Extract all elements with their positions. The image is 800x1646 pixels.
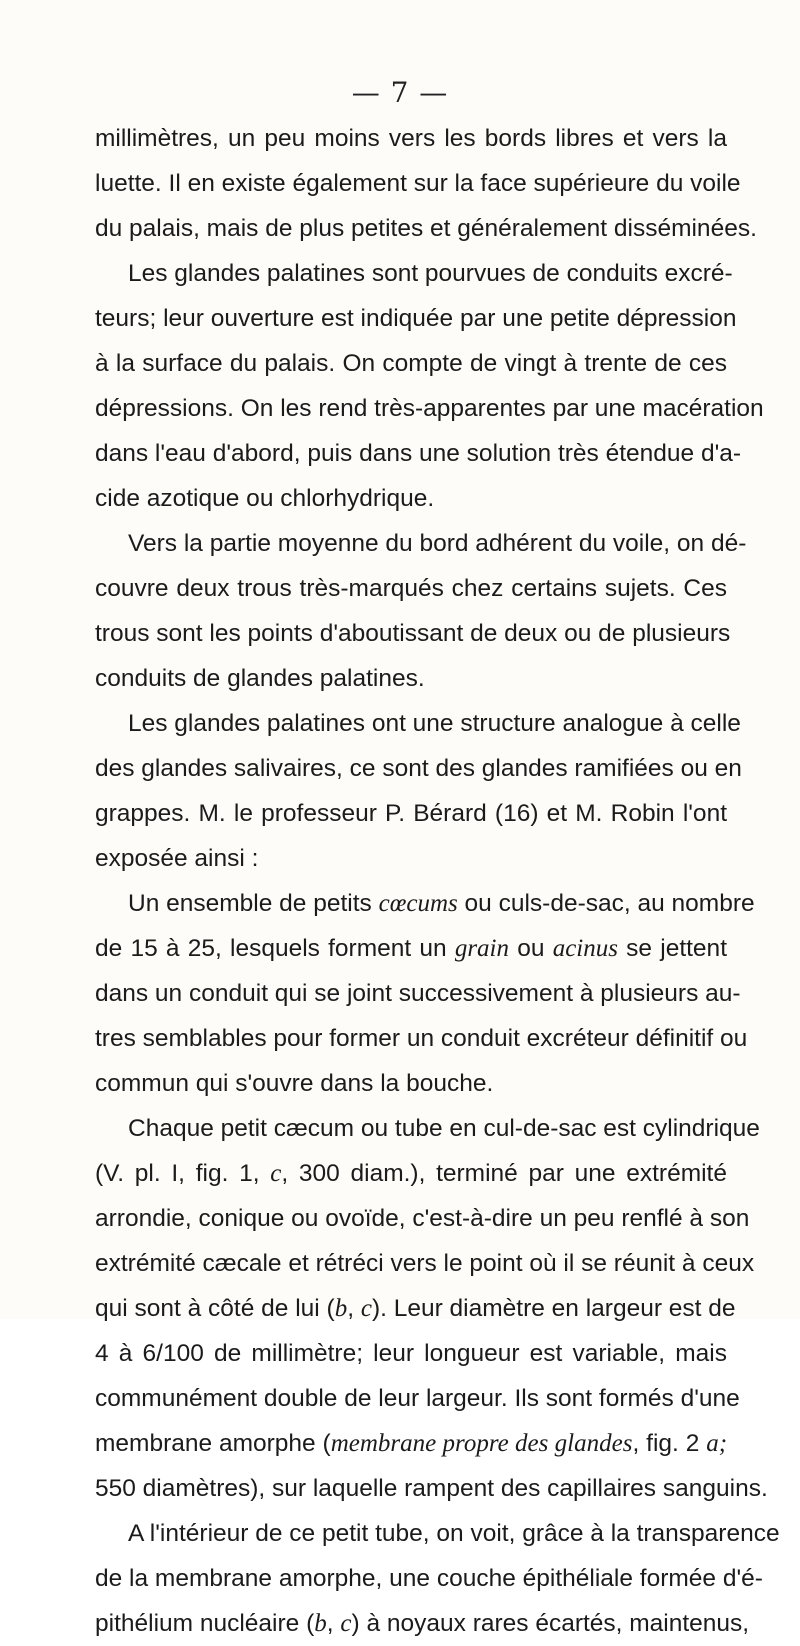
italic-term: b — [334, 1295, 348, 1322]
text-line: couvre deux trous très-marqués chez certains sujets. Ces — [95, 575, 727, 602]
italic-term: c — [360, 1295, 372, 1322]
text-line: extrémité cæcale et rétréci vers le point où il se réunit à ceux — [95, 1250, 755, 1277]
text-line: cide azotique ou chlorhydrique. — [95, 485, 435, 512]
text-run: qui sont à côté de lui ( — [95, 1295, 335, 1322]
text-line: grappes. M. le professeur P. Bérard (16) et M. Robin l'ont — [95, 800, 727, 827]
text-run: (V. pl. I, fig. 1, — [95, 1160, 271, 1187]
text-run: de 15 à 25, lesquels forment un — [95, 935, 455, 962]
text-line: Les glandes palatines sont pourvues de conduits excré- — [128, 260, 733, 287]
text-line: communément double de leur largeur. Ils sont formés d'une — [95, 1385, 740, 1412]
text-line: dans un conduit qui se joint successivement à plusieurs au- — [95, 980, 741, 1007]
text-run: ou — [509, 935, 553, 962]
italic-term: a; — [706, 1430, 728, 1457]
text-line: Chaque petit cæcum ou tube en cul-de-sac est cylindrique — [128, 1115, 760, 1142]
text-run: Un ensemble de petits — [128, 890, 379, 917]
italic-term: acinus — [552, 935, 618, 962]
italic-term: b — [314, 1610, 327, 1637]
body-text — [95, 116, 780, 1646]
text-line: exposée ainsi : — [95, 845, 259, 872]
text-line: A l'intérieur de ce petit tube, on voit, grâce à la transparence — [128, 1520, 780, 1547]
italic-term: cœcums — [378, 890, 458, 917]
page-number: — 7 — — [351, 76, 449, 109]
text-line — [95, 1601, 750, 1646]
text-line: Vers la partie moyenne du bord adhérent du voile, on dé- — [128, 530, 747, 557]
text-line: conduits de glandes palatines. — [95, 665, 425, 692]
text-line: de la membrane amorphe, une couche épithéliale formée d'é- — [95, 1565, 763, 1592]
text-run: se jettent — [617, 935, 727, 962]
text-line — [95, 1151, 727, 1196]
text-line — [95, 881, 755, 926]
text-line: à la surface du palais. On compte de vingt à trente de ces — [95, 350, 727, 377]
text-run: ou culs-de-sac, au nombre — [457, 890, 755, 917]
text-run: pithélium nucléaire ( — [95, 1610, 315, 1637]
text-line: des glandes salivaires, ce sont des glandes ramifiées ou en — [95, 755, 742, 782]
text-line: tres semblables pour former un conduit excréteur définitif ou — [95, 1025, 748, 1052]
text-line: millimètres, un peu moins vers les bords libres et vers la — [95, 125, 727, 152]
text-run: ) à noyaux rares écartés, maintenus, — [351, 1610, 750, 1637]
text-line: dépressions. On les rend très-apparentes par une macération — [95, 395, 764, 422]
text-run: , fig. 2 — [632, 1430, 707, 1457]
text-line: Les glandes palatines ont une structure analogue à celle — [128, 710, 741, 737]
text-line — [95, 1286, 736, 1331]
text-run: ). Leur diamètre en largeur est de — [371, 1295, 736, 1322]
text-line: teurs; leur ouverture est indiquée par une petite dépression — [95, 305, 737, 332]
text-run: membrane amorphe ( — [95, 1430, 331, 1457]
italic-term: grain — [454, 935, 510, 962]
text-line: dans l'eau d'abord, puis dans une solution très étendue d'a- — [95, 440, 742, 467]
text-run: , 300 diam.), terminé par une extrémité — [281, 1160, 727, 1187]
italic-term: c — [340, 1610, 352, 1637]
text-line: 550 diamètres), sur laquelle rampent des capillaires sanguins. — [95, 1475, 768, 1502]
text-line: luette. Il en existe également sur la face supérieure du voile — [95, 170, 741, 197]
text-line: commun qui s'ouvre dans la bouche. — [95, 1070, 494, 1097]
text-line: du palais, mais de plus petites et généralement disséminées. — [95, 215, 757, 242]
text-line — [95, 1421, 727, 1466]
italic-term: membrane propre des glandes — [330, 1430, 633, 1457]
italic-term: c — [270, 1160, 282, 1187]
text-line: trous sont les points d'aboutissant de deux ou de plusieurs — [95, 620, 731, 647]
text-run: , — [347, 1295, 361, 1322]
text-line: 4 à 6/100 de millimètre; leur longueur est variable, mais — [95, 1340, 727, 1367]
text-run: , — [326, 1610, 341, 1637]
text-line: arrondie, conique ou ovoïde, c'est-à-dire un peu renflé à son — [95, 1205, 750, 1232]
text-line — [95, 926, 727, 971]
